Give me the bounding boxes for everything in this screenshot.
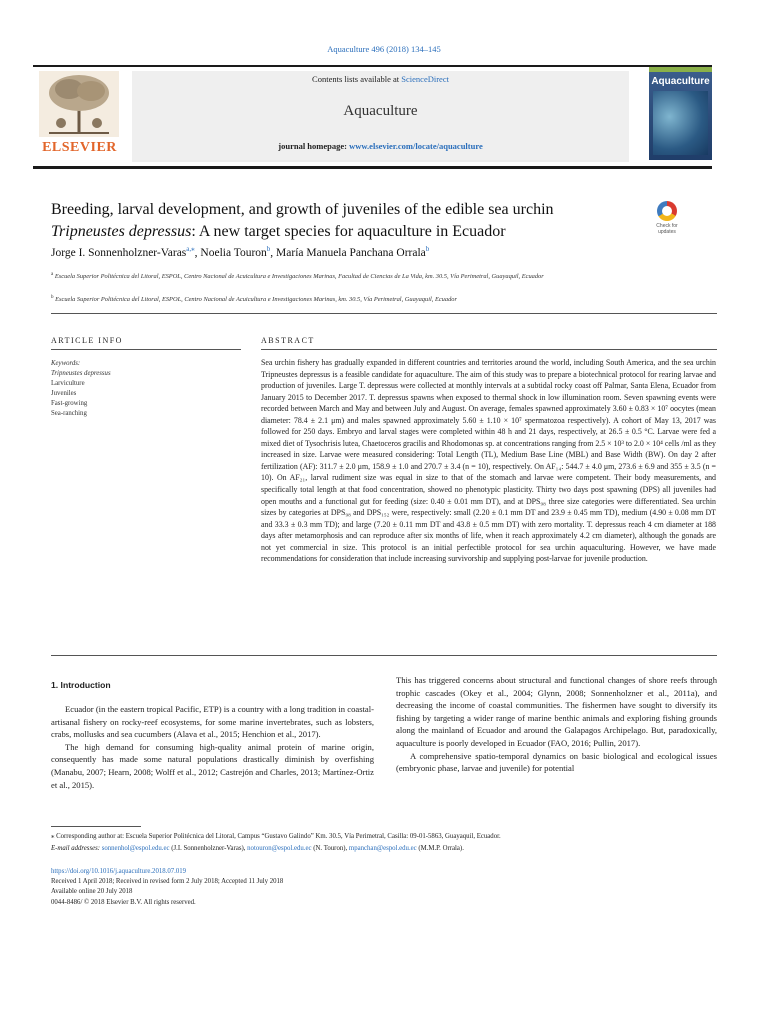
check-for-updates-badge[interactable] [651, 201, 683, 239]
doi-line[interactable] [51, 867, 451, 877]
footnote-rule [51, 826, 141, 827]
journal-reference-link[interactable]: Aquaculture 496 (2018) 134–145 [327, 44, 441, 54]
check-updates-icon [657, 201, 677, 221]
author-2: Noelia Touron [200, 246, 267, 259]
journal-homepage [132, 141, 629, 151]
contents-line [132, 74, 629, 84]
top-rule [33, 65, 712, 67]
keyword-item: Sea-ranching [51, 410, 87, 417]
cover-title: Aquaculture [651, 76, 710, 87]
abstract-bottom-rule [51, 655, 717, 656]
email-link-1[interactable]: sonnenhol@espol.edu.ec [101, 845, 170, 852]
title-part2: : A new target species for aquaculture in Ecuador [191, 223, 506, 240]
corresponding-author-note: ⁎ Corresponding author at: Escuela Superior Politécnica del Litoral, Campus “Gustavo Galindo” Km. 30.5, Vía Perimetral, Casilla: 09-01-5863, Guayaquil, Ecuador. [51, 833, 501, 840]
author-list: Jorge I. Sonnenholzner-Varas$^{a,⁎}$, Noelia Touron$^b$, María Manuela Panchana Orrala$^b$ [51, 245, 430, 259]
affiliation-rule [51, 313, 717, 314]
author-1: Jorge I. Sonnenholzner-Varas [51, 246, 187, 259]
author-3: María Manuela Panchana Orrala [276, 246, 426, 259]
sciencedirect-link[interactable]: ScienceDirect [401, 74, 449, 84]
email-label: E-mail addresses: [51, 845, 102, 852]
check-updates-icon-center [662, 206, 672, 216]
affiliation-a [51, 270, 711, 282]
abstract-rule [261, 349, 717, 350]
email-3-owner: (M.M.P. Orrala). [416, 845, 464, 852]
contents-prefix: Contents lists available at [312, 74, 402, 84]
title-species: Tripneustes depressus [51, 223, 192, 240]
intro-right-column [396, 674, 717, 775]
affiliation-a-sup: a [51, 272, 54, 277]
email-1-owner: (J.I. Sonnenholzner-Varas), [169, 845, 248, 852]
keyword-item: Fast-growing [51, 400, 88, 407]
abstract-text: Sea urchin fishery has gradually expanded in different countries and territories around the world, including South America, and the sea urchin Tripneustes depressus is a feasible candidate for aquaculture. The aim of this study was to prepare a biotechnical protocol for rearing larvae and production of juveniles. Large T. depressus were collected at monthly intervals at a subtidal rocky coast off Palmar, Santa Elena, Ecuador from January 2015 to December 2017. T. depressus spawns when exposed to thermal shock in low illumination room. Seven spawning events were recorded between March and May and between July and August. On average, females spawned approximately 3.60 ± 0.83 × 10⁷ oocytes (mean diameter: 78.4 ± 2.1 μm) and males spawned approximately 5.60 ± 1.10 × 10⁷ spermatozoa respectively). A cohort of May 13, 2017 was followed for 250 days. Embryo and larval stages were completed within 48 h and 21 days, respectively, at 26.5 ± 0.5 °C. Larvae were fed a mixed diet of Tysochrisis lutea, Chaetoceros gracilis and Rhodomonas sp. at concentrations ranging from 2.5 × 10³ to 2.0 × 10⁴ cells /ml as they increased in size. Larvae were measured considering: Total Length (TL), Medium Base Line (MBL) and Base Width (BW). On day 2 after fertilization (AF): 311.7 ± 2.0 μm, 158.9 ± 1.0 and 270.7 ± 3.4 (n = 10), respectively. On AF₁₄: 544.7 ± 4.0 μm, 273.6 ± 6.9 and 355 ± 3.5 (n = 10). On AF₂₁, larval rudiment size was equal in size to that of the stomach and larvae were competent. Their body measurements, and specifically total length at that food concentration, showed no phenotypic plasticity. Thirty two days post spawning (DPS) all juveniles had open mouths and a functional gut for feeding (size: 0.40 ± 0.01 mm DT), and at DPS₉₈ three size categories were differentiated. Sea urchin sizes by categories at DPS₉₈ and DPS₁₅₂ were, respectively: small (2.20 ± 0.1 mm DT and 23.9 ± 0.45 mm TD), medium (4.90 ± 0.08 mm DT and 33.3 ± 0.3 mm TD); and large (7.20 ± 0.11 mm DT and 43.8 ± 0.5 mm DT) with zero mortality. T. depressus reach 4 cm diameter at 188 days after metamorphosis and can reproduce after six months of life, when it reach approximately 4.2 cm diameter), although the gonads are not yet commercial in size. This protocol is an initial perfectible protocol for sea urchin aquaculturing. However, we have made recommendations for consideration that include increasing survivorship and supplying post-larvae for juvenile production. [261, 358, 716, 564]
abstract-heading: ABSTRACT [261, 336, 315, 345]
elsevier-tree-icon [39, 71, 119, 137]
intro-paragraph-2: The high demand for consuming high-quality animal protein of marine origin, consequently has made some natural populations drastically diminish by overfishing (Manabu, 2007; Hearn, 2008; Wolff et al., 2012; Castrejón and Charles, 2013; Martínez-Ortiz et al., 2015). [51, 741, 374, 790]
keywords-block [51, 359, 241, 419]
author-2-sup[interactable]: b [266, 245, 271, 253]
elsevier-wordmark: ELSEVIER [42, 140, 117, 155]
article-info-heading: ARTICLE INFO [51, 336, 123, 345]
affiliation-b [51, 293, 711, 305]
intro-paragraph-4: A comprehensive spatio-temporal dynamics on basic biological and ecological issues (embryonic phase, larvae and juvenile) for potential [396, 750, 717, 774]
article-info-rule [51, 349, 241, 350]
received-dates: Received 1 April 2018; Received in revised form 2 July 2018; Accepted 11 July 2018 [51, 878, 284, 885]
elsevier-logo [33, 71, 126, 158]
journal-title: Aquaculture [343, 103, 418, 119]
intro-paragraph-3: This has triggered concerns about structural and functional changes of shore reefs through trophic cascades (Okey et al., 2004; Glynn, 2008; Sonnenholzner et al., 2011a), and decreasing the income of coastal communities. The fishermen have sought to diversify its fishing by targeting a wider range of marine benthic animals and exploring fishing grounds along the mainland of Ecuador and around the Galapagos Archipelago. But, paradoxically, aquaculture is poorly developed in Ecuador (FAO, 2016; Pullin, 2017). [396, 675, 717, 748]
homepage-label: journal homepage: [278, 141, 350, 151]
copyright-line: 0044-8486/ © 2018 Elsevier B.V. All rights reserved. [51, 899, 196, 906]
intro-left-column [51, 703, 374, 791]
keywords-label: Keywords: [51, 360, 81, 367]
affiliation-b-text: Escuela Superior Politécnica del Litoral, ESPOL, Centro Nacional de Acuicultura e Investigaciones Marinas, km. 30.5, Vía Perimetral, Guayaquil, Ecuador [55, 296, 457, 304]
cover-strip [649, 67, 712, 72]
keyword-item: Larviculture [51, 380, 85, 387]
keyword-item: Tripneustes depressus [51, 370, 111, 377]
journal-reference[interactable] [0, 44, 768, 54]
journal-cover-thumbnail[interactable] [649, 67, 712, 160]
intro-paragraph-1: Ecuador (in the eastern tropical Pacific, ETP) is a country with a long tradition in coastal-artisanal fishery on rocky-reef ecosystems, for some marine invertebrates, such as lobsters, crabs, mollusks and sea cucumbers (Alava et al., 2015; Henchion et al., 2017). [51, 704, 374, 740]
author-1-sup[interactable]: a,⁎ [186, 245, 195, 253]
title-part1: Breeding, larval development, and growth of juveniles of the edible sea urchin [51, 201, 554, 218]
email-2-owner: (N. Touron), [311, 845, 349, 852]
article-title [51, 199, 631, 243]
introduction-heading: 1. Introduction [51, 680, 111, 690]
affiliation-b-sup: b [51, 295, 54, 300]
cover-image [653, 91, 708, 155]
check-updates-label: Check for updates [656, 223, 678, 235]
author-3-sup[interactable]: b [425, 245, 430, 253]
email-link-3[interactable]: mpanchan@espol.edu.ec [348, 845, 417, 852]
masthead-bottom-rule [33, 166, 712, 169]
doi-link[interactable]: https://doi.org/10.1016/j.aquaculture.2018.07.019 [51, 868, 187, 875]
email-link-2[interactable]: notouron@espol.edu.ec [247, 845, 312, 852]
keyword-item: Juveniles [51, 390, 77, 397]
email-addresses [51, 844, 717, 854]
affiliation-a-text: Escuela Superior Politécnica del Litoral, ESPOL, Centro Nacional de Acuicultura e Investigaciones Marinas, Facultad de Ciencias de La Vida, km. 30.5, Vía Perimetral, Guayaquil, Ecuador [54, 273, 544, 281]
homepage-link[interactable]: www.elsevier.com/locate/aquaculture [349, 141, 483, 151]
available-online-date: Available online 20 July 2018 [51, 888, 133, 895]
